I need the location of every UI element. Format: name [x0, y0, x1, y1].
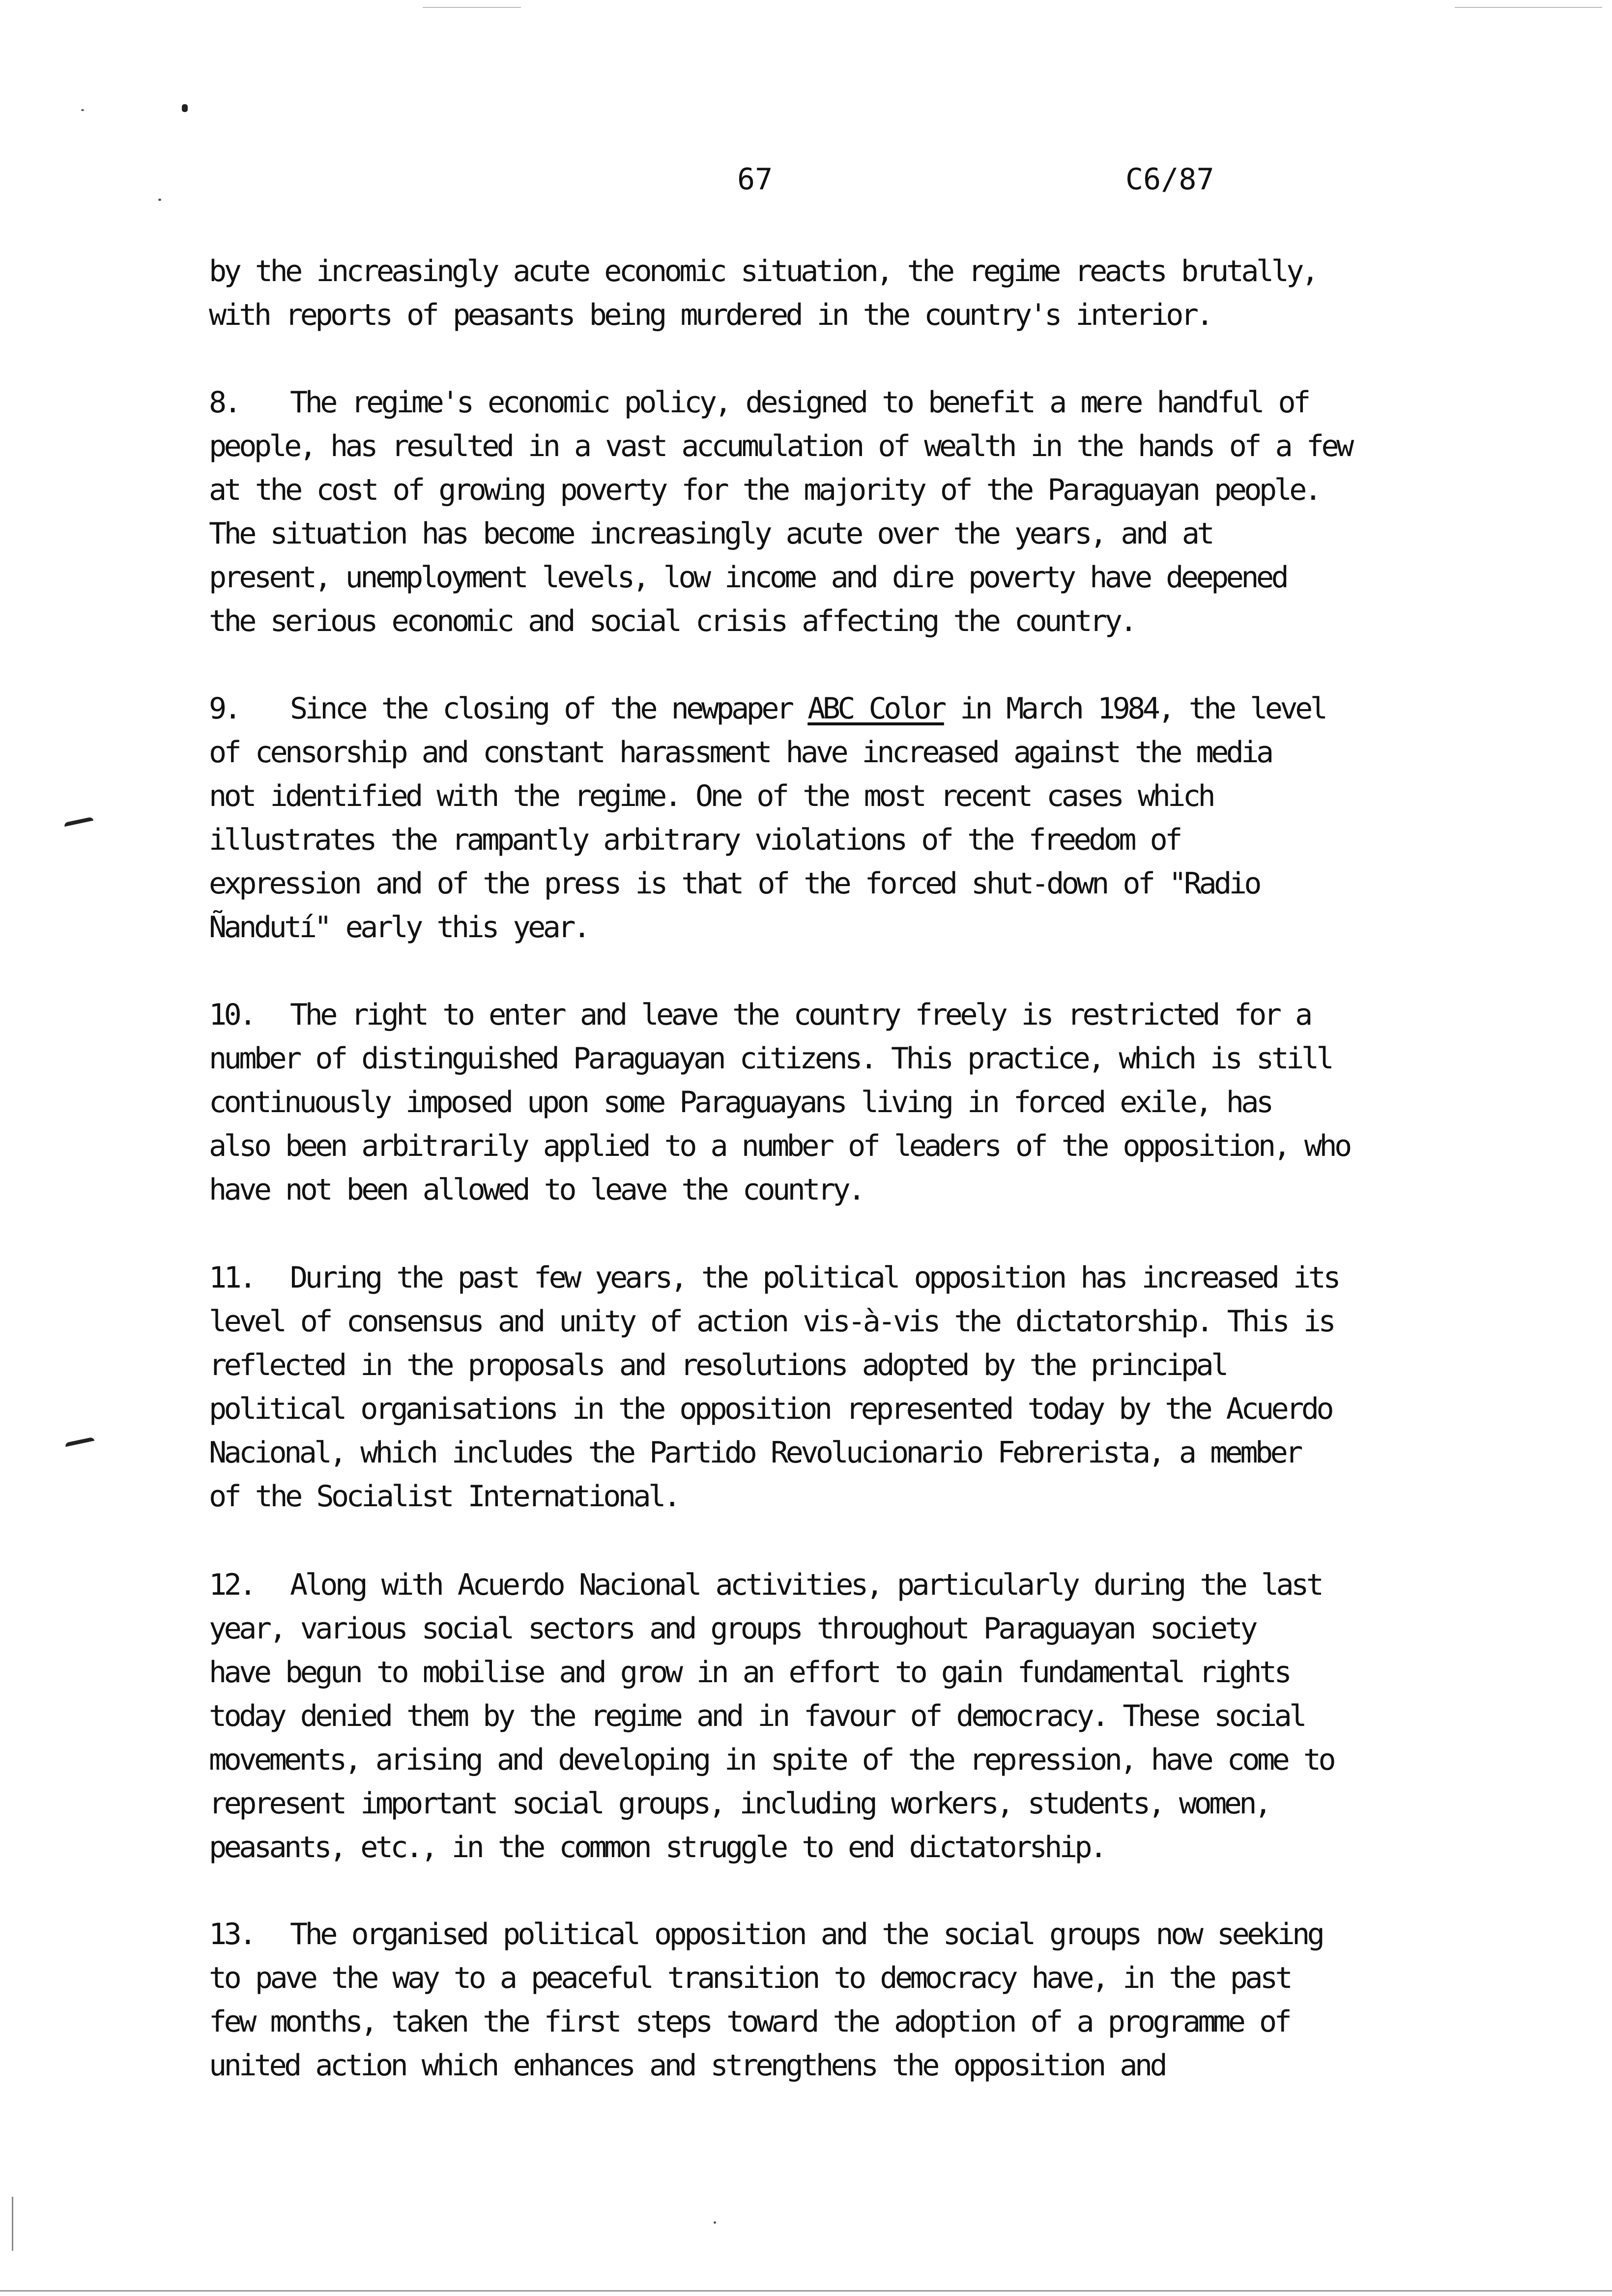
scan-mark-arc	[64, 817, 93, 827]
text-line: have not been allowed to leave the country.	[209, 1173, 863, 1207]
document-reference: C6/87	[1125, 162, 1214, 197]
text-line: the serious economic and social crisis affecting the country.	[209, 604, 1135, 638]
text-line: movements, arising and developing in spite of the repression, have come to	[209, 1743, 1334, 1777]
text-line: united action which enhances and strengthens the opposition and	[209, 2048, 1165, 2083]
text-line: level of consensus and unity of action vis-à-vis the dictatorship. This is	[209, 1304, 1334, 1339]
paragraph-13	[209, 1913, 1447, 2088]
scan-speck	[158, 199, 161, 201]
scan-bottom-edge	[0, 2290, 1612, 2292]
page-number: 67	[737, 162, 773, 197]
text-line: at the cost of growing poverty for the majority of the Paraguayan people.	[209, 473, 1320, 507]
text-line: present, unemployment levels, low income and dire poverty have deepened	[209, 560, 1287, 595]
text-line: peasants, etc., in the common struggle to end dictatorship.	[209, 1830, 1105, 1865]
text-line: The regime's economic policy, designed to benefit a mere handful of	[290, 385, 1308, 420]
text-line: continuously imposed upon some Paraguayans living in forced exile, has	[209, 1085, 1271, 1119]
text-line: represent important social groups, including workers, students, women,	[209, 1786, 1269, 1821]
scan-mark-edge	[12, 2197, 13, 2251]
scan-speck	[81, 109, 84, 111]
text-line: today denied them by the regime and in favour of democracy. These social	[209, 1699, 1304, 1733]
text-line: people, has resulted in a vast accumulation of wealth in the hands of a few	[209, 429, 1352, 463]
text-fragment: Since the closing of the newpaper	[290, 691, 792, 726]
paragraph-number: 12.	[209, 1568, 254, 1602]
text-line: with reports of peasants being murdered in the country's interior.	[209, 298, 1211, 332]
paragraph-number: 10.	[209, 998, 254, 1032]
text-line: The right to enter and leave the country freely is restricted for a	[290, 998, 1310, 1032]
scan-mark-arc	[65, 1437, 94, 1447]
text-line: illustrates the rampantly arbitrary violations of the freedom of	[209, 823, 1180, 857]
text-line: Nacional, which includes the Partido Revolucionario Febrerista, a member	[209, 1435, 1300, 1470]
text-line: number of distinguished Paraguayan citizens. This practice, which is still	[209, 1041, 1332, 1076]
scan-top-edge	[1455, 7, 1602, 8]
text-line: Ñandutí" early this year.	[209, 910, 588, 945]
text-line: not identified with the regime. One of the most recent cases which	[209, 779, 1213, 813]
newspaper-title: ABC Color	[807, 691, 944, 726]
text-line: year, various social sectors and groups throughout Paraguayan society	[209, 1611, 1255, 1646]
paragraph-number: 8.	[209, 385, 239, 420]
paragraph-8	[209, 381, 1447, 643]
text-fragment: in March 1984, the level	[960, 691, 1325, 726]
scan-top-edge	[423, 7, 521, 8]
scan-speck	[714, 2221, 716, 2224]
text-line: of censorship and constant harassment have increased against the media	[209, 735, 1271, 770]
text-line: by the increasingly acute economic situation, the regime reacts brutally,	[209, 254, 1317, 288]
text-line: political organisations in the opposition represented today by the Acuerdo	[209, 1392, 1332, 1426]
text-line: During the past few years, the political opposition has increased its	[290, 1261, 1338, 1295]
text-line: reflected in the proposals and resolutions adopted by the principal	[209, 1348, 1226, 1382]
paragraph-number: 9.	[209, 691, 239, 726]
text-line: also been arbitrarily applied to a number of leaders of the opposition, who	[209, 1129, 1350, 1163]
continuation-paragraph	[209, 250, 1447, 337]
paragraph-10	[209, 993, 1447, 1212]
paragraph-11	[209, 1256, 1447, 1519]
paragraph-9	[209, 687, 1447, 949]
text-line: few months, taken the first steps toward the adoption of a programme of	[209, 2005, 1290, 2039]
text-line: to pave the way to a peaceful transition to democracy have, in the past	[209, 1961, 1291, 1995]
paragraph-12	[209, 1563, 1447, 1869]
scan-mark-dot	[182, 104, 188, 112]
text-line: The situation has become increasingly acute over the years, and at	[209, 517, 1212, 551]
text-line: Along with Acuerdo Nacional activities, particularly during the last	[290, 1568, 1322, 1602]
paragraph-number: 13.	[209, 1917, 254, 1952]
text-line: The organised political opposition and the social groups now seeking	[290, 1917, 1323, 1952]
text-line: of the Socialist International.	[209, 1479, 679, 1514]
text-line: have begun to mobilise and grow in an effort to gain fundamental rights	[209, 1655, 1290, 1690]
paragraph-number: 11.	[209, 1261, 254, 1295]
text-line: expression and of the press is that of the forced shut-down of "Radio	[209, 866, 1259, 901]
